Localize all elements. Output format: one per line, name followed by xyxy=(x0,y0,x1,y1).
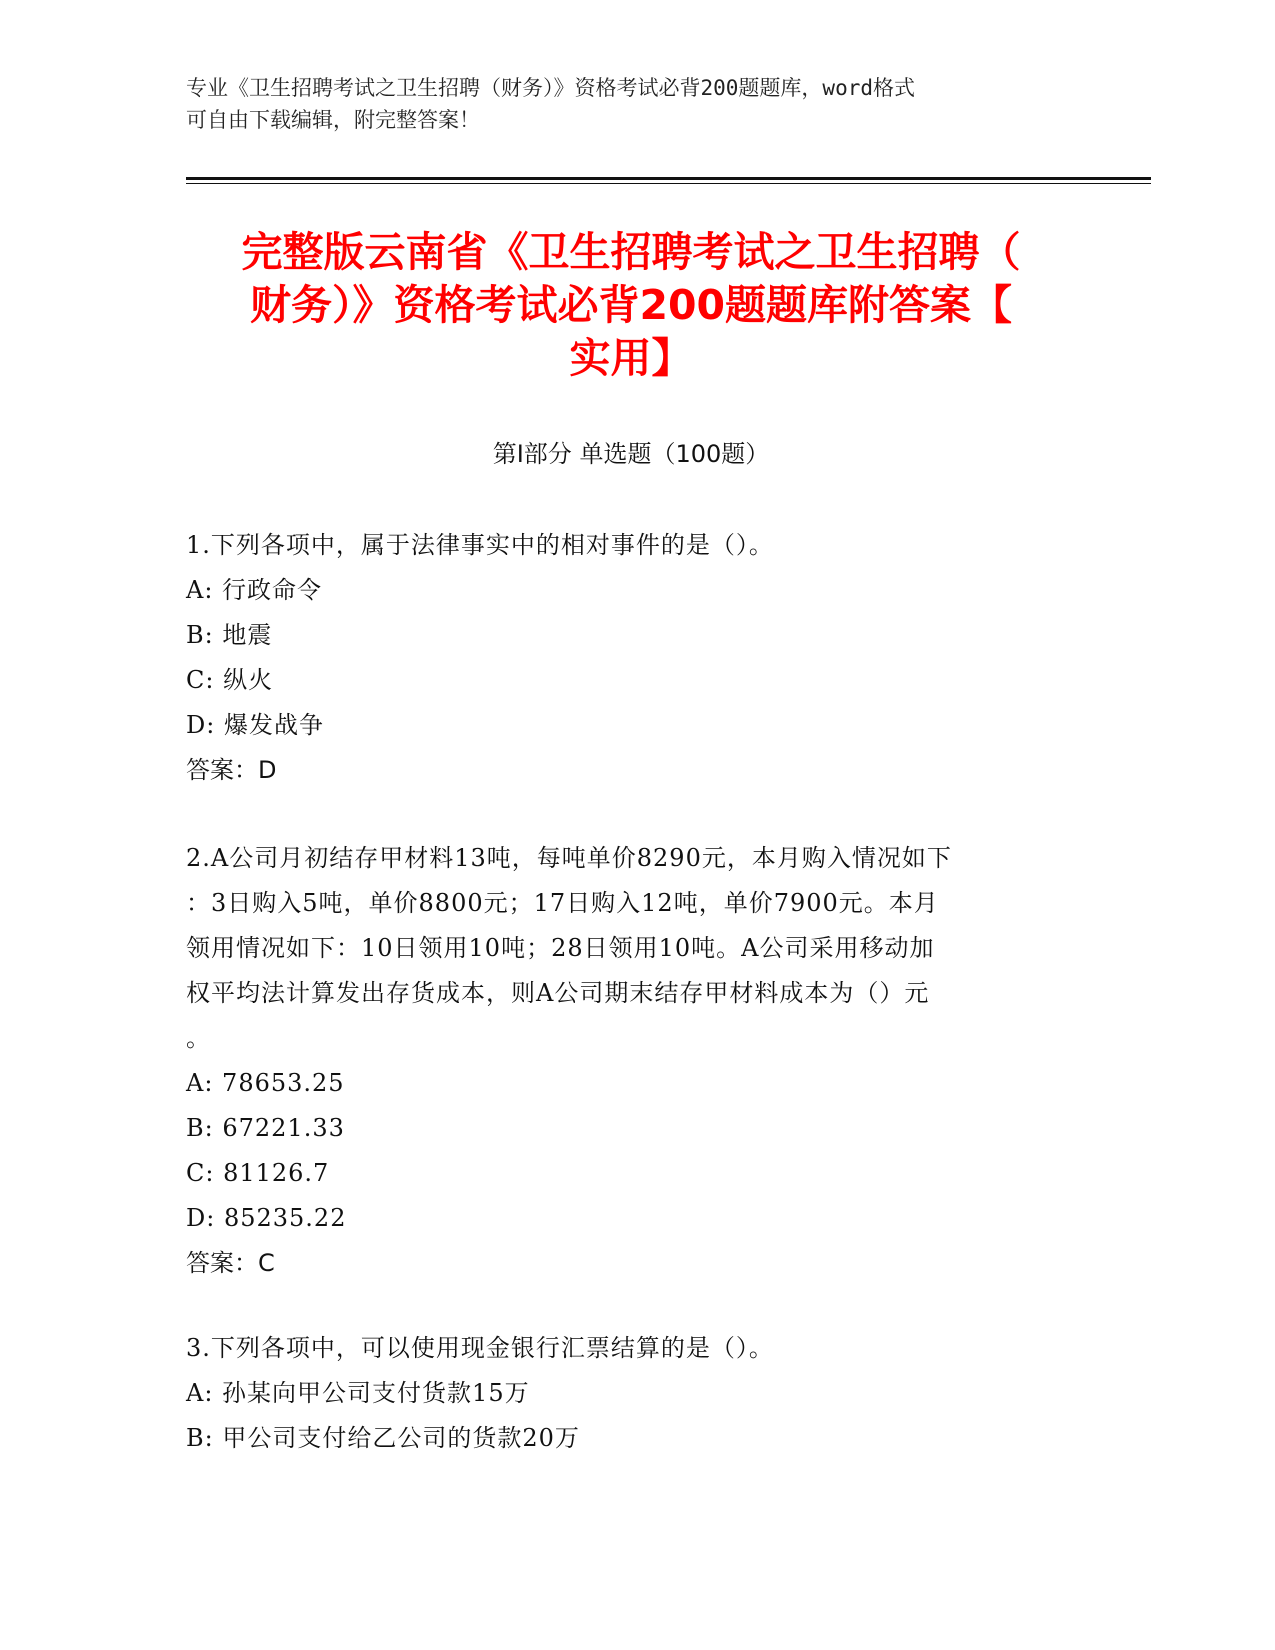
question-stem: 3.下列各项中，可以使用现金银行汇票结算的是（）。 xyxy=(186,1334,774,1362)
header-note-line: 专业《卫生招聘考试之卫生招聘（财务）》资格考试必背200题题库，word格式 xyxy=(186,76,915,100)
option-c: C: 81126.7 xyxy=(186,1159,330,1187)
answer-line: 答案：C xyxy=(186,1249,275,1277)
document-title-line: 实用】 xyxy=(569,334,693,382)
section-heading: 第I部分 单选题（100题） xyxy=(492,440,770,468)
document-title-line: 财务）》资格考试必背200题题库附答案【 xyxy=(249,281,1013,329)
option-a: A: 行政命令 xyxy=(186,576,323,604)
header-divider-thin xyxy=(186,183,1151,184)
option-a: A: 孙某向甲公司支付货款15万 xyxy=(186,1379,530,1407)
answer-line: 答案：D xyxy=(186,756,277,784)
question-3 xyxy=(186,1326,1076,1461)
option-b: B: 甲公司支付给乙公司的货款20万 xyxy=(186,1424,580,1452)
document-title-line: 完整版云南省《卫生招聘考试之卫生招聘（ xyxy=(241,228,1021,276)
option-c: C: 纵火 xyxy=(186,666,274,694)
option-b: B: 67221.33 xyxy=(186,1114,345,1142)
option-a: A: 78653.25 xyxy=(186,1069,345,1097)
question-stem: ：3日购入5吨，单价8800元；17日购入12吨，单价7900元。本月 xyxy=(186,889,939,917)
question-stem: 1.下列各项中，属于法律事实中的相对事件的是（）。 xyxy=(186,531,774,559)
question-stem: 权平均法计算发出存货成本，则A公司期末结存甲材料成本为（）元 xyxy=(186,979,930,1007)
question-1 xyxy=(186,523,1076,793)
header-divider-thick xyxy=(186,177,1151,180)
option-d: D: 爆发战争 xyxy=(186,711,324,739)
option-b: B: 地震 xyxy=(186,621,273,649)
option-d: D: 85235.22 xyxy=(186,1204,347,1232)
header-note xyxy=(186,72,1066,136)
question-2 xyxy=(186,836,1076,1286)
header-note-line: 可自由下载编辑，附完整答案！ xyxy=(186,108,480,132)
question-stem: 。 xyxy=(186,1024,211,1052)
question-stem: 领用情况如下：10日领用10吨；28日领用10吨。A公司采用移动加 xyxy=(186,934,935,962)
question-stem: 2.A公司月初结存甲材料13吨，每吨单价8290元，本月购入情况如下 xyxy=(186,844,952,872)
document-title xyxy=(186,226,1076,385)
